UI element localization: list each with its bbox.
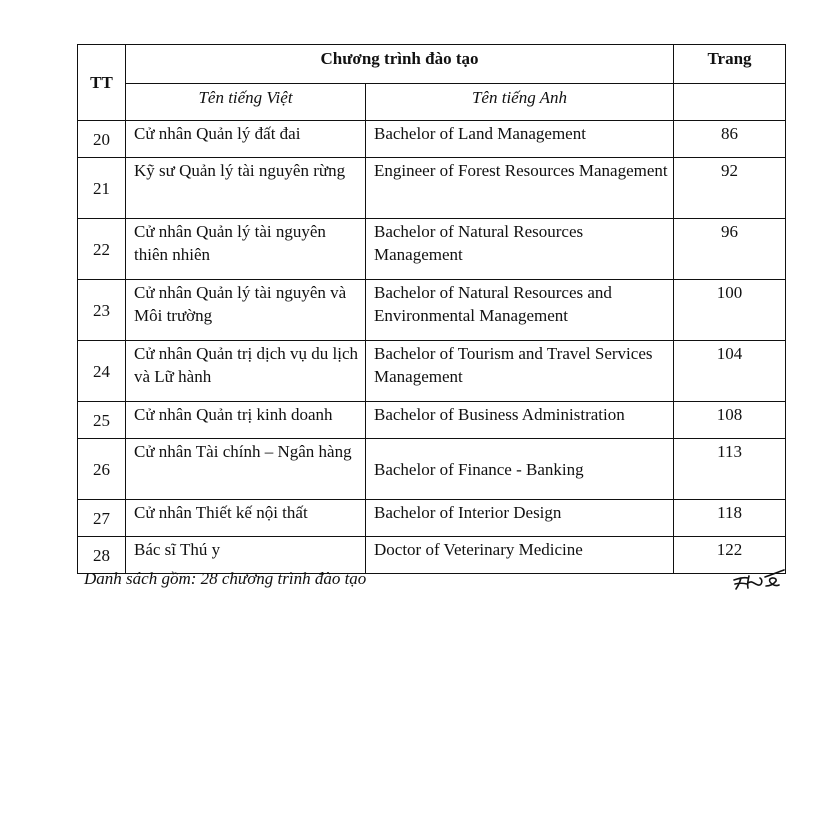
english-name: Bachelor of Interior Design [366,500,674,537]
table-row [78,341,786,402]
vietnamese-name: Cử nhân Quản trị dịch vụ du lịch và Lữ hành [126,341,366,402]
header-page: Trang [674,45,786,84]
english-name: Bachelor of Natural Resources and Environmental Management [366,280,674,341]
table-row [78,537,786,574]
vietnamese-name: Kỹ sư Quản lý tài nguyên rừng [126,158,366,219]
page-number: 113 [674,439,786,500]
row-number: 21 [78,158,126,219]
english-name: Bachelor of Finance - Banking [366,439,674,500]
header-tt: TT [78,45,126,121]
row-number: 28 [78,537,126,574]
row-number: 22 [78,219,126,280]
english-name: Bachelor of Natural Resources Management [366,219,674,280]
row-number: 23 [78,280,126,341]
english-name: Bachelor of Business Administration [366,402,674,439]
page-number: 92 [674,158,786,219]
english-name: Bachelor of Land Management [366,121,674,158]
table-row [78,280,786,341]
table-row [78,439,786,500]
header-program-group: Chương trình đào tạo [126,45,674,84]
row-number: 24 [78,341,126,402]
header-vietnamese-name: Tên tiếng Việt [126,84,366,121]
table-row [78,219,786,280]
table-row [78,402,786,439]
vietnamese-name: Cử nhân Thiết kế nội thất [126,500,366,537]
row-number: 27 [78,500,126,537]
handwritten-signature [732,566,786,592]
program-count-note: Danh sách gồm: 28 chương trình đào tạo [84,569,367,588]
vietnamese-name: Cử nhân Quản lý đất đai [126,121,366,158]
programs-table [77,44,786,574]
row-number: 20 [78,121,126,158]
english-name: Bachelor of Tourism and Travel Services Management [366,341,674,402]
header-english-name: Tên tiếng Anh [366,84,674,121]
page-number: 122 [674,537,786,574]
vietnamese-name: Cử nhân Quản lý tài nguyên và Môi trường [126,280,366,341]
vietnamese-name: Cử nhân Tài chính – Ngân hàng [126,439,366,500]
page-number: 108 [674,402,786,439]
page-number: 118 [674,500,786,537]
page-number: 86 [674,121,786,158]
row-number: 25 [78,402,126,439]
page-number: 96 [674,219,786,280]
page-number: 100 [674,280,786,341]
row-number: 26 [78,439,126,500]
vietnamese-name: Cử nhân Quản trị kinh doanh [126,402,366,439]
vietnamese-name: Cử nhân Quản lý tài nguyên thiên nhiên [126,219,366,280]
vietnamese-name: Bác sĩ Thú y [126,537,366,574]
page-number: 104 [674,341,786,402]
header-page-blank [674,84,786,121]
english-name: Doctor of Veterinary Medicine [366,537,674,574]
table-row [78,121,786,158]
table-row [78,158,786,219]
table-row [78,500,786,537]
english-name: Engineer of Forest Resources Management [366,158,674,219]
